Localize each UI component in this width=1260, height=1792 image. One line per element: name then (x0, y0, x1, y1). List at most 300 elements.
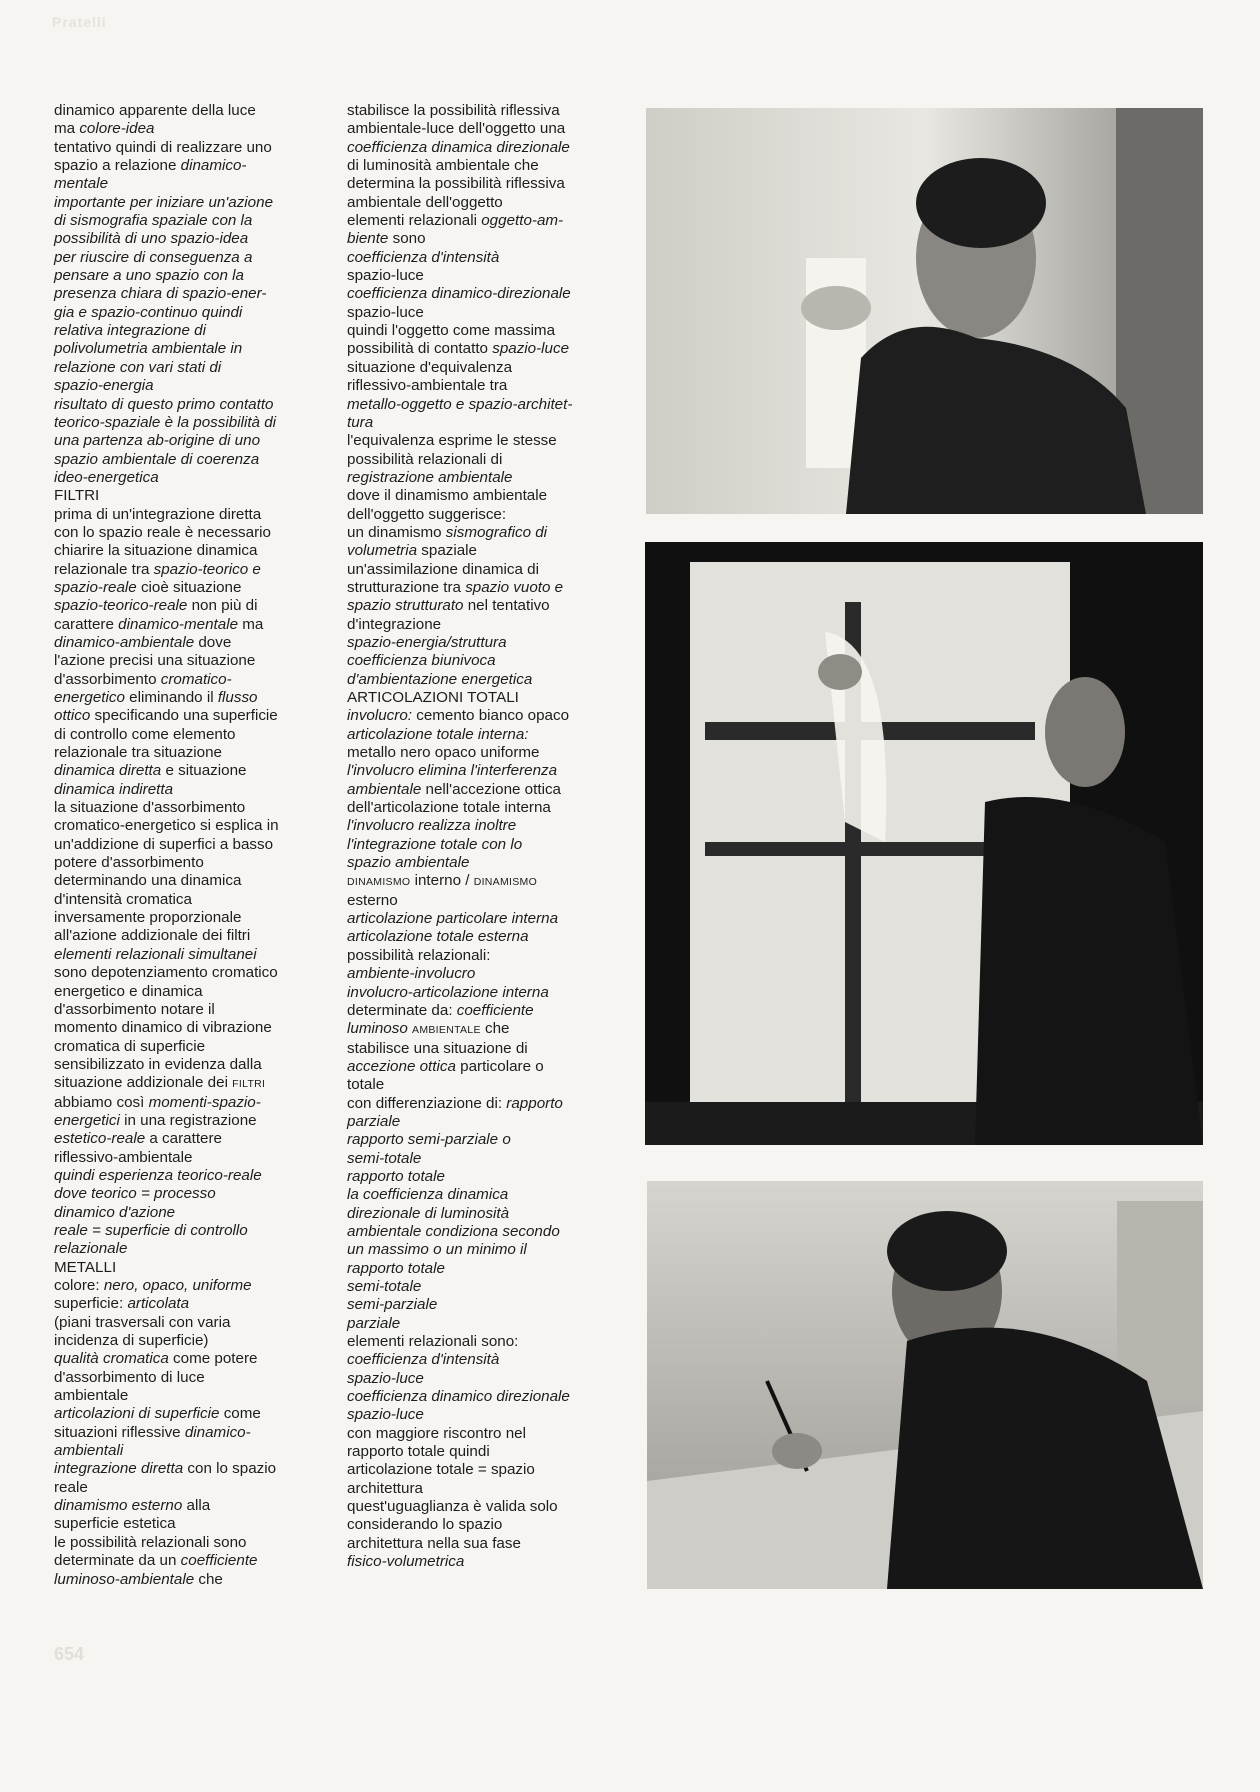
text-segment: spazio-luce (347, 1369, 424, 1387)
text-segment: spazio-energia (54, 377, 154, 395)
text-segment: relazionale tra situazione (54, 744, 223, 762)
text-segment: un'addizione di superfici a basso (54, 835, 274, 853)
text-line (54, 1056, 339, 1074)
text-line (54, 799, 339, 817)
text-line (347, 1040, 632, 1058)
text-segment: inversamente proporzionale (54, 909, 242, 927)
text-segment: considerando lo spazio (347, 1516, 503, 1534)
text-segment: un massimo o un minimo il (347, 1241, 527, 1259)
text-line (54, 487, 339, 505)
text-segment: un'assimilazione dinamica di (347, 560, 539, 578)
text-line (347, 102, 632, 120)
text-line (54, 175, 339, 193)
text-segment: luminoso (347, 1020, 408, 1038)
text-line (54, 1240, 339, 1258)
text-segment: risultato di questo primo contatto (54, 395, 274, 413)
text-segment: qualità cromatica (54, 1350, 169, 1368)
text-segment: ottico (54, 707, 91, 725)
text-line (347, 1260, 632, 1278)
text-line (347, 120, 632, 138)
text-segment: determinando una dinamica (54, 872, 242, 890)
text-line (54, 102, 339, 120)
text-line (54, 1001, 339, 1019)
text-segment: d'assorbimento notare il (54, 1000, 215, 1018)
text-line (347, 542, 632, 560)
text-line (347, 322, 632, 340)
text-line (54, 927, 339, 945)
text-segment: sismografico di (445, 523, 548, 541)
text-line (347, 1131, 632, 1149)
text-line (54, 983, 339, 1001)
text-segment: nel tentativo (463, 597, 550, 615)
text-segment: energetici (54, 1111, 120, 1129)
text-segment: spazio-luce (492, 340, 570, 358)
text-segment: dinamico-mentale (118, 615, 239, 633)
text-segment: l'involucro elimina l'interferenza (347, 762, 558, 780)
text-line (54, 1185, 339, 1203)
text-line (54, 1405, 339, 1423)
text-segment: riflessivo-ambientale tra (347, 377, 508, 395)
text-line (347, 689, 632, 707)
text-line (347, 872, 632, 891)
text-segment: involucro-articolazione interna (347, 983, 549, 1001)
text-line (54, 671, 339, 689)
text-segment: energetico (54, 689, 125, 706)
text-segment: ambientali (54, 1442, 124, 1460)
text-line (347, 799, 632, 817)
photo-man-holding-sheet (646, 108, 1203, 514)
text-line (347, 1020, 632, 1039)
text-line (347, 1113, 632, 1131)
text-line (347, 1333, 632, 1351)
text-column-right (347, 102, 632, 1572)
text-segment: polivolumetria ambientale in (54, 340, 243, 358)
text-line (347, 1498, 632, 1516)
text-line (54, 1130, 339, 1148)
text-line (54, 726, 339, 744)
text-line (347, 157, 632, 175)
text-line (54, 964, 339, 982)
text-segment: elementi relazionali simultanei (54, 945, 257, 963)
text-segment: stabilisce la possibilità riflessiva (347, 102, 560, 119)
text-line (54, 854, 339, 872)
text-segment: luminoso-ambientale (54, 1570, 195, 1588)
text-line (54, 579, 339, 597)
text-line (54, 561, 339, 579)
text-line (347, 1168, 632, 1186)
text-segment: articolazione totale esterna (347, 928, 529, 946)
text-line (54, 1534, 339, 1552)
text-segment: articolazione totale interna: (347, 725, 529, 743)
text-line (54, 689, 339, 707)
text-segment: esterno (347, 891, 398, 909)
text-segment: energetico e dinamica (54, 982, 203, 1000)
text-segment: oggetto-am- (481, 212, 564, 230)
text-segment: articolazione particolare interna (347, 910, 559, 928)
text-segment: interno / (410, 872, 474, 890)
text-segment: spazio-luce (347, 1406, 424, 1424)
text-segment: momenti-spazio- (148, 1093, 261, 1111)
text-segment: biente (347, 230, 389, 248)
text-line (54, 1149, 339, 1167)
text-line (347, 1241, 632, 1259)
text-segment: eliminando il (124, 689, 218, 706)
text-segment: dinamico-ambientale (54, 633, 195, 651)
text-segment: reale (54, 1478, 88, 1496)
text-segment: incidenza di superficie) (54, 1332, 209, 1350)
text-segment: pensare a uno spazio con la (54, 267, 244, 285)
text-segment: parziale (347, 1112, 401, 1130)
text-segment: rapporto totale (347, 1167, 445, 1185)
text-line (54, 157, 339, 175)
text-segment: dinamica diretta (54, 762, 162, 780)
text-segment: coefficienza dinamico direzionale (347, 1388, 570, 1406)
text-line (54, 359, 339, 377)
text-line (347, 1406, 632, 1424)
text-line (54, 1369, 339, 1387)
text-segment: dove (194, 633, 232, 651)
text-line (347, 249, 632, 267)
text-line (54, 616, 339, 634)
text-segment: nero, opaco, uniforme (103, 1277, 252, 1294)
text-line (54, 249, 339, 267)
text-line (347, 432, 632, 450)
text-line (347, 359, 632, 377)
text-segment: METALLI (54, 1258, 117, 1276)
text-line (347, 487, 632, 505)
text-line (347, 707, 632, 725)
text-line (347, 396, 632, 414)
text-line (54, 1038, 339, 1056)
running-header: Pratelli (52, 14, 107, 30)
text-segment: non più di (187, 597, 258, 615)
text-line (54, 1479, 339, 1497)
text-segment: d'ambientazione energetica (347, 670, 533, 688)
text-segment: momento dinamico di vibrazione (54, 1019, 272, 1037)
text-line (54, 1277, 339, 1295)
text-segment: flusso (217, 689, 258, 706)
text-segment: alla (182, 1497, 211, 1515)
text-segment: architettura (347, 1479, 423, 1497)
text-segment: situazioni riflessive (54, 1423, 185, 1441)
text-line (54, 340, 339, 358)
text-segment: mentale (54, 175, 109, 193)
text-segment: coefficiente (456, 1001, 534, 1019)
text-line (54, 872, 339, 890)
text-line (347, 340, 632, 358)
text-segment: di controllo come elemento (54, 725, 236, 743)
text-segment: teorico-spaziale è la possibilità di (54, 413, 277, 431)
text-segment: coefficienza d'intensità (347, 1351, 500, 1369)
text-line (54, 120, 339, 138)
text-segment: come potere (168, 1350, 258, 1368)
text-line (54, 524, 339, 542)
text-segment: articolazioni di superficie (54, 1405, 220, 1423)
text-segment: superficie: (54, 1295, 128, 1313)
text-segment: sono depotenziamento cromatico (54, 964, 278, 982)
text-segment: metallo nero opaco uniforme (347, 744, 540, 762)
text-line (347, 597, 632, 615)
text-segment: spazio a relazione (54, 157, 181, 175)
text-segment: relativa integrazione di (54, 322, 206, 340)
text-segment: accezione ottica (347, 1057, 456, 1075)
text-segment: tura (347, 413, 374, 431)
text-line (347, 744, 632, 762)
text-line (54, 230, 339, 248)
text-segment: ambientale (54, 1387, 129, 1405)
text-segment: possibilità di uno spazio-idea (54, 230, 249, 248)
text-line (347, 561, 632, 579)
text-line (54, 1460, 339, 1478)
text-line (54, 1295, 339, 1313)
text-segment: le possibilità relazionali sono (54, 1533, 247, 1551)
text-segment: direzionale di luminosità (347, 1204, 510, 1222)
text-segment: cromatico- (160, 670, 232, 688)
text-segment: ARTICOLAZIONI TOTALI (347, 689, 519, 706)
text-line (347, 652, 632, 670)
text-line (54, 1424, 339, 1442)
text-segment: rapporto totale (347, 1259, 445, 1277)
text-segment: abbiamo così (54, 1093, 149, 1111)
text-segment: gia e spazio-continuo quindi (54, 303, 243, 321)
text-line (347, 671, 632, 689)
text-segment: ambientale condiziona secondo (347, 1222, 560, 1240)
text-segment: determina la possibilità riflessiva (347, 175, 565, 193)
text-segment: di sismografia spaziale con la (54, 212, 253, 230)
text-line (347, 469, 632, 487)
text-line (347, 1443, 632, 1461)
text-segment: dove il dinamismo ambientale (347, 487, 548, 505)
text-segment: spazio-teorico-reale (54, 597, 188, 615)
text-line (347, 212, 632, 230)
text-line (54, 322, 339, 340)
text-segment: elementi relazionali (347, 212, 482, 230)
text-segment: articolazione totale = spazio (347, 1461, 535, 1479)
text-line (347, 1315, 632, 1333)
text-line (54, 1019, 339, 1037)
text-segment: dell'oggetto suggerisce: (347, 505, 507, 523)
text-segment: sensibilizzato in evidenza dalla (54, 1055, 262, 1073)
text-segment: semi-parziale (347, 1296, 438, 1314)
text-line (347, 910, 632, 928)
text-line (54, 1222, 339, 1240)
text-line (347, 892, 632, 910)
text-line (54, 396, 339, 414)
text-segment: un dinamismo (347, 523, 446, 541)
text-segment: con lo spazio reale è necessario (54, 523, 271, 541)
text-line (54, 597, 339, 615)
text-segment: potere d'assorbimento (54, 854, 204, 872)
text-segment: cromatica di superficie (54, 1037, 206, 1055)
text-line (54, 1167, 339, 1185)
text-segment: integrazione diretta (54, 1460, 184, 1478)
text-line (347, 1370, 632, 1388)
text-line (54, 194, 339, 212)
text-segment: coefficienza d'intensità (347, 248, 500, 266)
text-segment: tentativo quindi di realizzare uno (54, 138, 272, 156)
text-segment: FILTRI (232, 1078, 266, 1091)
text-segment: rapporto totale quindi (347, 1443, 490, 1461)
text-segment: spazio strutturato (347, 597, 464, 615)
text-segment: rapporto (506, 1094, 563, 1112)
text-segment: possibilità di contatto (347, 340, 493, 358)
text-line (347, 1002, 632, 1020)
text-segment: dinamico- (184, 1423, 251, 1441)
text-segment: DINAMISMO (473, 876, 538, 889)
text-segment: coefficienza biunivoca (347, 652, 496, 670)
text-segment: stabilisce una situazione di (347, 1039, 528, 1057)
text-segment: (piani trasversali con varia (54, 1313, 231, 1331)
text-line (347, 139, 632, 157)
text-segment: dinamica indiretta (54, 780, 174, 798)
text-line (347, 1351, 632, 1369)
text-segment: l'integrazione totale con lo (347, 835, 523, 853)
text-line (54, 212, 339, 230)
text-line (54, 285, 339, 303)
text-line (54, 1094, 339, 1112)
text-segment: ma (54, 120, 80, 138)
text-line (347, 304, 632, 322)
text-line (347, 1425, 632, 1443)
text-line (347, 928, 632, 946)
text-line (347, 854, 632, 872)
text-segment: in una registrazione (119, 1111, 257, 1129)
text-line (54, 744, 339, 762)
text-line (347, 524, 632, 542)
text-segment: colore-idea (79, 120, 155, 138)
text-line (54, 1204, 339, 1222)
text-segment: spazio-teorico e (153, 560, 261, 578)
text-line (54, 304, 339, 322)
text-segment: cemento bianco opaco (412, 707, 570, 725)
text-segment: estetico-reale (54, 1130, 146, 1148)
text-line (54, 1515, 339, 1533)
text-line (54, 781, 339, 799)
text-segment: spazio-reale (54, 578, 137, 596)
text-segment: l'equivalenza esprime le stesse (347, 432, 557, 450)
text-segment: coefficienza dinamico-direzionale (347, 285, 571, 303)
text-line (54, 946, 339, 964)
text-line (54, 634, 339, 652)
text-segment: metallo-oggetto e spazio-architet- (347, 395, 573, 413)
text-line (347, 1095, 632, 1113)
text-line (54, 139, 339, 157)
text-segment: semi-totale (347, 1149, 422, 1167)
text-segment: con differenziazione di: (347, 1094, 507, 1112)
text-segment: ambiente-involucro (347, 965, 476, 983)
text-segment: spazio-luce (347, 303, 424, 321)
text-line (347, 579, 632, 597)
text-line (347, 634, 632, 652)
text-line (54, 817, 339, 835)
text-segment: riflessivo-ambientale (54, 1148, 193, 1166)
text-line (347, 377, 632, 395)
text-line (54, 377, 339, 395)
text-segment: dinamismo esterno (54, 1497, 183, 1515)
text-segment: ideo-energetica (54, 468, 159, 486)
text-segment: ambientale dell'oggetto (347, 193, 503, 211)
text-line (347, 1461, 632, 1479)
text-segment: relazionale (54, 1240, 128, 1258)
text-line (54, 1571, 339, 1589)
text-segment: come (219, 1405, 261, 1423)
text-segment: coefficienza dinamica direzionale (347, 138, 570, 156)
text-segment: articolata (127, 1295, 190, 1313)
text-line (54, 506, 339, 524)
text-segment: volumetria (347, 542, 418, 560)
text-line (347, 781, 632, 799)
text-line (54, 1112, 339, 1130)
text-segment: situazione addizionale dei (54, 1074, 233, 1092)
text-segment: quindi l'oggetto come massima (347, 322, 556, 340)
text-segment: determinate da un (54, 1552, 181, 1570)
text-line (54, 1350, 339, 1368)
text-segment: parziale (347, 1314, 401, 1332)
text-segment: presenza chiara di spazio-ener- (54, 285, 267, 303)
text-segment: all'azione addizionale dei filtri (54, 927, 251, 945)
text-line (347, 285, 632, 303)
text-segment: spazio-energia/struttura (347, 633, 507, 651)
text-line (54, 267, 339, 285)
text-line (347, 984, 632, 1002)
text-segment: fisico-volumetrica (347, 1553, 465, 1571)
text-line (54, 707, 339, 725)
text-segment: relazionale tra (54, 560, 154, 578)
text-segment: totale (347, 1076, 385, 1094)
text-line (347, 1388, 632, 1406)
text-segment: involucro: (347, 707, 412, 725)
text-line (54, 1552, 339, 1570)
text-segment: spazio-luce (347, 267, 424, 285)
text-segment: la coefficienza dinamica (347, 1186, 509, 1204)
text-segment: reale = superficie di controllo (54, 1221, 248, 1239)
text-line (347, 506, 632, 524)
text-segment: ma (238, 615, 264, 633)
text-segment: dinamico- (180, 157, 247, 175)
text-segment: di luminosità ambientale che (347, 157, 539, 175)
text-line (347, 1516, 632, 1534)
text-segment: a carattere (145, 1130, 222, 1148)
text-segment: dinamico apparente della luce (54, 102, 256, 119)
text-segment: registrazione ambientale (347, 468, 513, 486)
photo-man-drawing (647, 1181, 1203, 1589)
text-line (347, 1150, 632, 1168)
text-line (54, 762, 339, 780)
text-segment: specificando una superficie (90, 707, 278, 725)
text-segment: FILTRI (54, 487, 100, 505)
text-line (54, 1074, 339, 1093)
text-segment: d'integrazione (347, 615, 442, 633)
text-line (347, 947, 632, 965)
text-line (54, 891, 339, 909)
text-line (347, 267, 632, 285)
text-segment: spaziale (417, 542, 478, 560)
text-segment: quest'uguaglianza è valida solo (347, 1498, 558, 1516)
text-segment: e situazione (161, 762, 247, 780)
text-segment: semi-totale (347, 1278, 422, 1295)
text-line (54, 1442, 339, 1460)
text-line (54, 836, 339, 854)
text-segment: che (480, 1020, 510, 1038)
text-segment: dell'articolazione totale interna (347, 799, 551, 817)
text-line (54, 542, 339, 560)
text-segment: AMBIENTALE (412, 1024, 481, 1037)
text-segment: ambientale (347, 780, 422, 798)
text-column-left (54, 102, 339, 1589)
text-line (347, 1553, 632, 1571)
text-segment: situazione d'equivalenza (347, 358, 513, 376)
text-segment: spazio ambientale (347, 854, 470, 872)
